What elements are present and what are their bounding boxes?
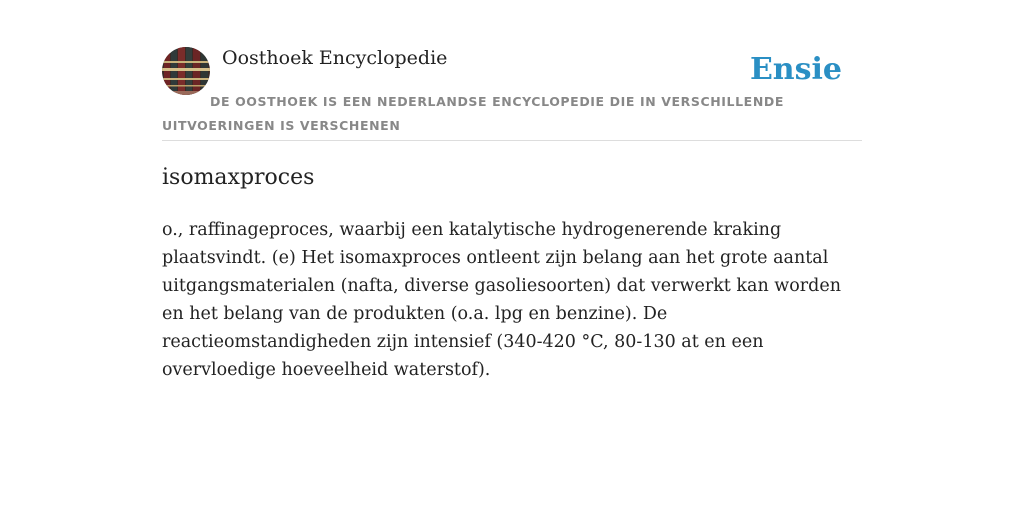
site-header	[162, 46, 862, 141]
brand-logo-text[interactable]: Ensie	[749, 52, 842, 87]
book-spines-icon	[162, 47, 210, 95]
site-tagline: DE OOSTHOEK IS EEN NEDERLANDSE ENCYCLOPEDIE DIE IN VERSCHILLENDE UITVOERINGEN IS VERSCHENEN	[162, 94, 784, 133]
article-body: o., raffinageproces, waarbij een katalytische hydrogenerende kraking plaatsvindt. (e) Het isomaxproces ontleent zijn belang aan het grote aantal uitgangsmaterialen (nafta, diverse gasoliesoorten) dat verwerkt kan worden en het belang van de produkten (o.a. lpg en benzine). De reactieomstandigheden zijn intensief (340-420 °C, 80-130 at en een overvloedige hoeveelheid waterstof).	[162, 220, 841, 380]
site-title[interactable]: Oosthoek Encyclopedie	[222, 47, 448, 69]
article-title: isomaxproces	[162, 165, 315, 190]
site-logo[interactable]	[162, 47, 210, 95]
